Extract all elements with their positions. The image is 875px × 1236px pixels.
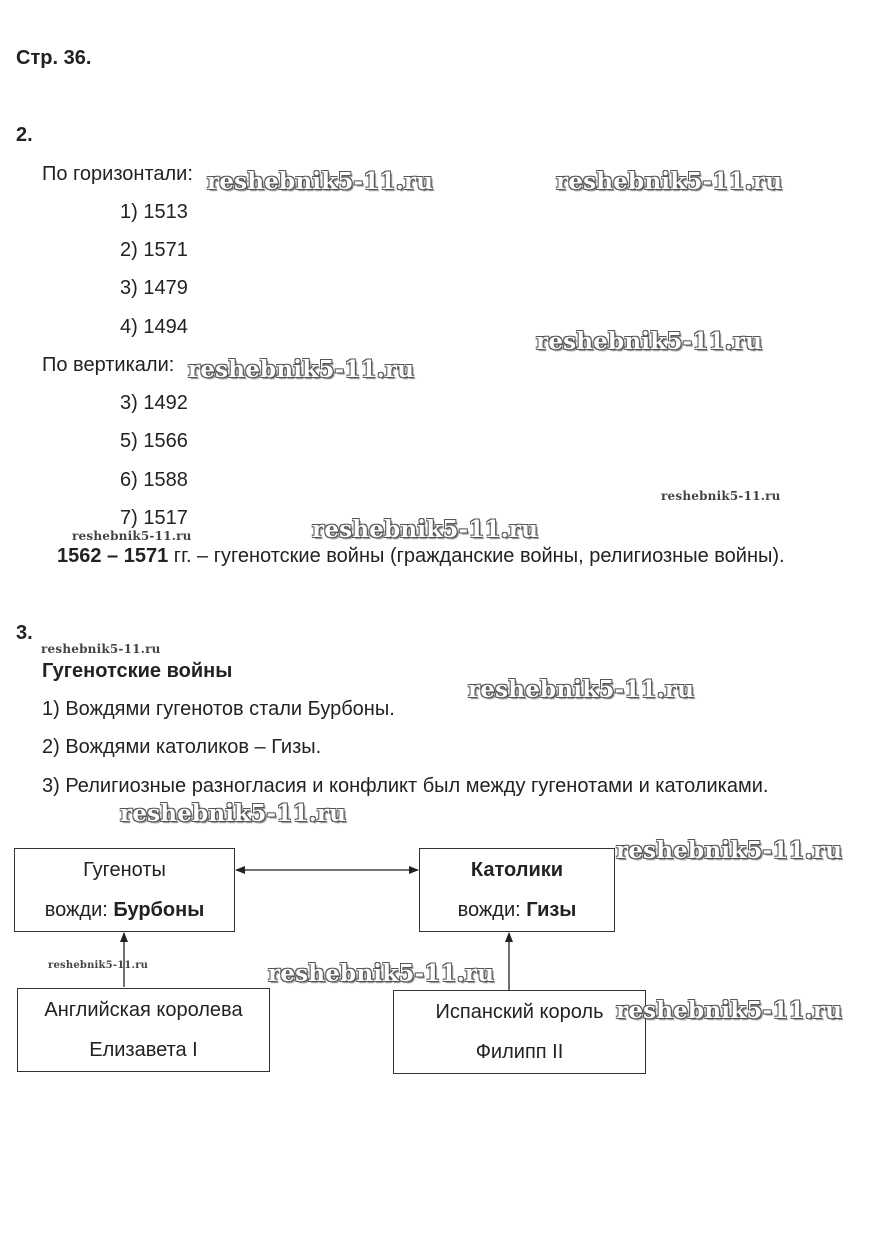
england-title: Английская королева [44, 999, 243, 1021]
spain-title: Испанский король [435, 1001, 604, 1023]
answer-years: 1562 – 1571 [57, 545, 169, 567]
list-item: 3) Религиозные разногласия и конфликт был между гугенотами и католиками. [42, 775, 769, 797]
task3-number: 3. [16, 622, 33, 644]
list-item: 2) Вождями католиков – Гизы. [42, 736, 322, 758]
huguenots-title: Гугеноты [83, 859, 166, 881]
watermark: reshebnik5-11.ru [536, 328, 763, 355]
list-item: 1) Вождями гугенотов стали Бурбоны. [42, 698, 395, 720]
task2-number: 2. [16, 124, 33, 146]
huguenots-leaders: Бурбоны [113, 899, 205, 921]
list-item: 6) 1588 [120, 469, 188, 491]
task3-title: Гугенотские войны [42, 660, 233, 682]
watermark: reshebnik5-11.ru [312, 516, 539, 543]
horizontal-label: По горизонтали: [42, 163, 193, 185]
huguenots-box [14, 848, 235, 932]
list-item: 3) 1492 [120, 392, 188, 414]
watermark: reshebnik5-11.ru [616, 837, 843, 864]
leaders-prefix: вожди: [44, 899, 114, 921]
watermark: reshebnik5-11.ru [268, 960, 495, 987]
watermark: reshebnik5-11.ru [72, 529, 192, 543]
answer-text: гг. – гугенотские войны (гражданские войны, религиозные войны). [168, 545, 785, 567]
list-item: 1) 1513 [120, 201, 188, 223]
page-header: Стр. 36. [16, 47, 92, 69]
vertical-label: По вертикали: [42, 354, 175, 376]
watermark: reshebnik5-11.ru [556, 168, 783, 195]
watermark: reshebnik5-11.ru [468, 676, 695, 703]
england-name: Елизавета I [89, 1039, 198, 1061]
catholics-title: Католики [470, 859, 564, 881]
list-item: 4) 1494 [120, 316, 188, 338]
list-item: 5) 1566 [120, 430, 188, 452]
catholics-leaders-line [458, 890, 577, 930]
catholics-leaders: Гизы [526, 899, 577, 921]
leaders-prefix: вожди: [457, 899, 527, 921]
list-item: 2) 1571 [120, 239, 188, 261]
watermark: reshebnik5-11.ru [207, 168, 434, 195]
watermark: reshebnik5-11.ru [120, 800, 347, 827]
watermark: reshebnik5-11.ru [48, 960, 149, 971]
watermark: reshebnik5-11.ru [661, 489, 781, 503]
list-item: 3) 1479 [120, 277, 188, 299]
england-box [17, 988, 270, 1072]
huguenots-leaders-line [45, 890, 205, 930]
watermark: reshebnik5-11.ru [188, 356, 415, 383]
spain-box [393, 990, 646, 1074]
watermark: reshebnik5-11.ru [616, 997, 843, 1024]
catholics-box [419, 848, 615, 932]
list-item: 7) 1517 [120, 507, 188, 529]
spain-name: Филипп II [475, 1041, 564, 1063]
watermark: reshebnik5-11.ru [41, 642, 161, 656]
